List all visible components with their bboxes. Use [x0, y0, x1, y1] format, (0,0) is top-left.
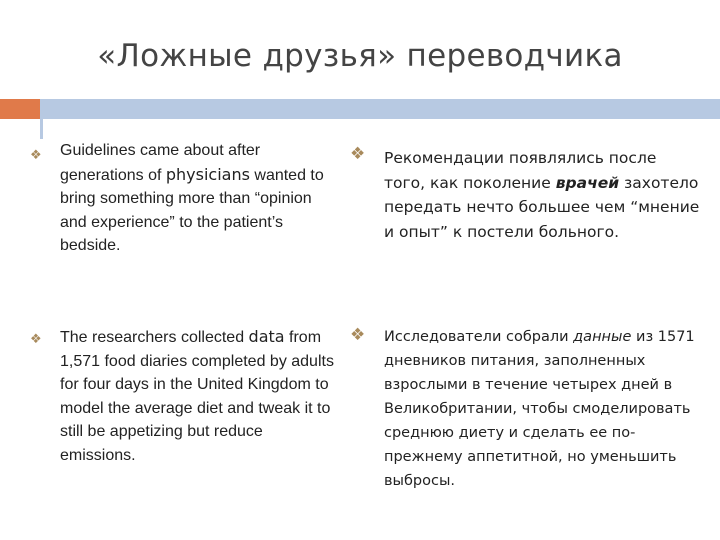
item-2-russian-text [384, 325, 700, 493]
accent-bar-blue [43, 99, 720, 119]
diamond-bullet-icon: ❖ [30, 332, 42, 347]
en-2-post: from 1,571 food diaries completed by adults for four days in the United Kingdom to model the average diet and tweak it to still be appetizing but reduce emissions. [60, 329, 334, 464]
accent-bar-orange [0, 99, 40, 119]
en-1-pre: Guidelines came about after generations of [60, 142, 261, 184]
en-1-term: physicians [165, 164, 250, 184]
ru-1-pre: Рекомендации появлялись после того, как поколение [384, 149, 657, 192]
diamond-bullet-icon: ❖ [30, 148, 42, 163]
accent-bar-vertical [40, 99, 43, 139]
ru-2-term: данные [573, 329, 632, 345]
en-2-term: data [248, 327, 285, 346]
ru-1-term: врачей [555, 173, 620, 192]
ru-2-post: из 1571 дневников питания, заполненных взрослыми в течение четырех дней в Великобритании, чтобы смоделировать среднюю диету и сделать ее по-прежнему аппетитной, но уменьшить выбросы. [384, 329, 695, 489]
ru-1-post: захотело передать нечто большее чем “мнение и опыт” к постели больного. [384, 173, 700, 241]
item-2-english-text [60, 325, 338, 467]
slide-title: «Ложные друзья» переводчика [97, 38, 623, 74]
ru-2-pre: Исследователи собрали [384, 329, 574, 345]
en-2-pre: The researchers collected [60, 329, 249, 346]
item-1-russian-text [384, 146, 700, 244]
item-1-english-text [60, 139, 338, 258]
en-1-post: wanted to bring something more than “opinion and experience” to the patient’s bedside. [60, 166, 324, 254]
diamond-bullet-icon: ❖ [350, 144, 366, 164]
diamond-bullet-icon: ❖ [350, 325, 366, 345]
